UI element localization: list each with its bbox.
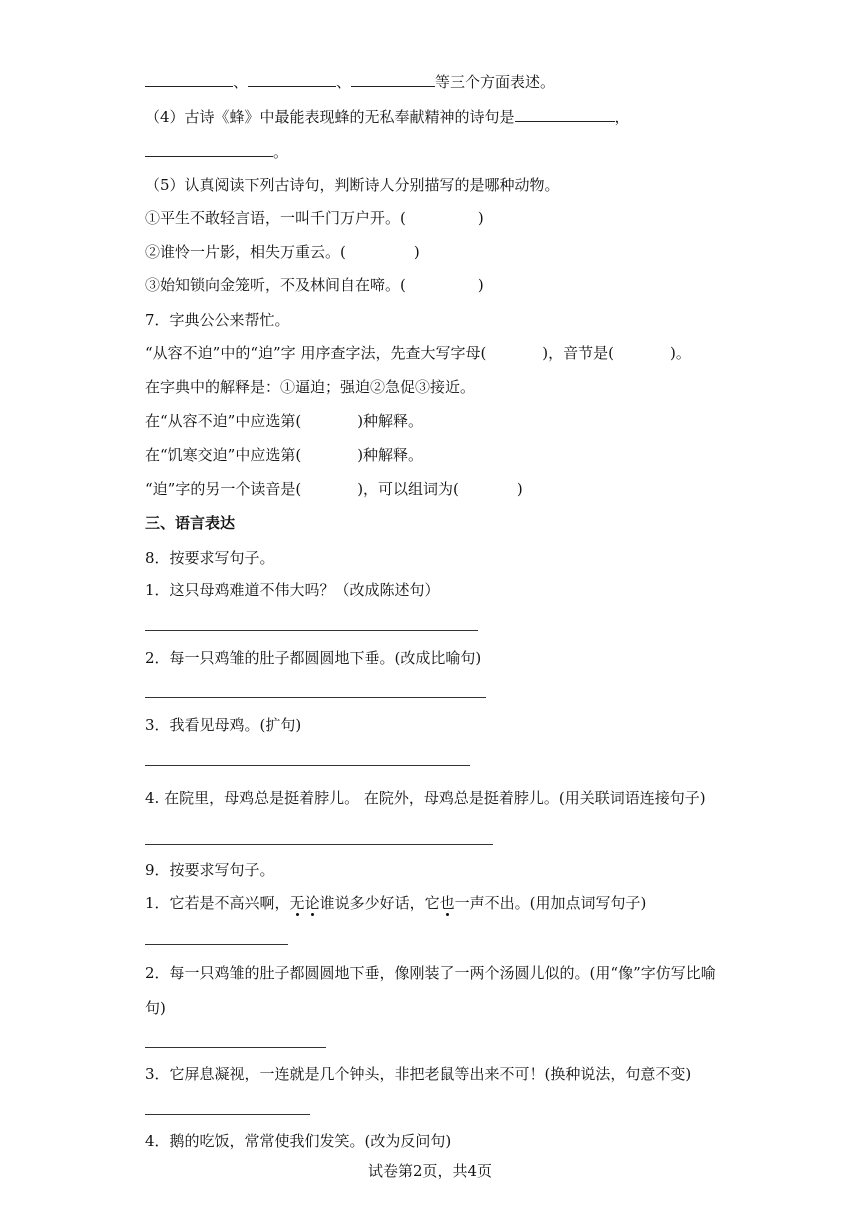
close-paren: ) — [413, 243, 420, 261]
answer-blank[interactable] — [351, 72, 435, 87]
q9-item-2-line2: 句) — [145, 999, 166, 1017]
answer-line[interactable] — [145, 844, 493, 845]
q7-line1-b: )，音节是( — [542, 344, 615, 362]
q7-line4 — [145, 445, 423, 465]
q6-4-line2 — [145, 142, 288, 162]
q8-item-1: 1．这只母鸡难道不伟大吗？（改成陈述句） — [145, 581, 440, 599]
answer-line[interactable] — [145, 1047, 326, 1048]
q9-item-4: 4．鹅的吃饭，常常使我们发笑。(改为反问句) — [145, 1132, 452, 1150]
q8-title: 8．按要求写句子。 — [145, 549, 275, 567]
answer-blank[interactable] — [145, 142, 273, 157]
q6-5-item-3 — [145, 275, 484, 295]
answer-line[interactable] — [145, 630, 478, 631]
answer-blank[interactable] — [515, 107, 615, 122]
q6-4-line — [145, 107, 630, 127]
q6-3-line: 、 、 等三个方面表述。 — [145, 72, 555, 92]
dotted-char: 论 — [304, 894, 320, 912]
q9-1-part3: 一声不出。(用加点词写句子) — [454, 894, 647, 912]
q6-4-text: （4）古诗《蜂》中最能表现蜂的无私奉献精神的诗句是 — [145, 108, 515, 126]
answer-line[interactable] — [145, 1114, 310, 1115]
q6-5-item-2 — [145, 242, 420, 262]
page-footer: 试卷第2页，共4页 — [367, 1162, 493, 1180]
period: 。 — [273, 143, 289, 161]
item-text: ②谁怜一片影，相失万重云。( — [145, 243, 346, 261]
item-text: ①平生不敢轻言语，一叫千门万户开。( — [145, 209, 406, 227]
q7-line1-a: “从容不迫”中的“迫”字 用序查字法，先查大写字母( — [145, 344, 487, 362]
q7-line1-c: )。 — [670, 344, 691, 362]
close-paren: ) — [477, 209, 484, 227]
q9-item-2-line1: 2．每一只鸡雏的肚子都圆圆地下垂，像刚装了一两个汤圆儿似的。(用“像”字仿写比喻 — [145, 964, 716, 982]
q7-line5-b: )，可以组词为( — [357, 480, 459, 498]
q6-3-tail: 等三个方面表述。 — [435, 73, 556, 91]
item-text: ③始知锁向金笼听，不及林间自在啼。( — [145, 276, 406, 294]
q7-line3-b: )种解释。 — [357, 412, 424, 430]
comma: ， — [614, 108, 630, 126]
q6-5-item-1 — [145, 208, 484, 228]
q8-item-2: 2．每一只鸡雏的肚子都圆圆地下垂。(改成比喻句) — [145, 649, 482, 667]
q7-line3 — [145, 411, 423, 431]
q7-line4-a: 在“饥寒交迫”中应选第( — [145, 446, 302, 464]
q7-line5-c: ) — [516, 480, 523, 498]
q7-line5 — [145, 479, 523, 499]
q7-title: 7．字典公公来帮忙。 — [145, 311, 290, 329]
q9-item-3: 3．它屏息凝视，一连就是几个钟头，非把老鼠等出来不可！(换种说法，句意不变) — [145, 1065, 692, 1083]
q9-title: 9．按要求写句子。 — [145, 861, 275, 879]
q9-item-1 — [145, 893, 646, 913]
q8-item-3: 3．我看见母鸡。(扩句) — [145, 716, 302, 734]
q8-item-4: 4. 在院里，母鸡总是挺着脖儿。 在院外，母鸡总是挺着脖儿。(用关联词语连接句子) — [145, 789, 706, 807]
q9-1-part2: 谁说多少好话，它 — [319, 894, 440, 912]
q7-line4-b: )种解释。 — [357, 446, 424, 464]
answer-blank[interactable] — [145, 72, 233, 87]
dotted-char: 也 — [439, 894, 455, 912]
dotted-char: 无 — [289, 894, 305, 912]
answer-line[interactable] — [145, 944, 288, 945]
q7-line2: 在字典中的解释是：①逼迫；强迫②急促③接近。 — [145, 378, 476, 396]
q7-line1 — [145, 343, 691, 363]
answer-line[interactable] — [145, 697, 486, 698]
close-paren: ) — [477, 276, 484, 294]
q6-5-title: （5）认真阅读下列古诗句，判断诗人分别描写的是哪种动物。 — [145, 176, 560, 194]
answer-blank[interactable] — [248, 72, 336, 87]
q7-line5-a: “迫”字的另一个读音是( — [145, 480, 302, 498]
q7-line3-a: 在“从容不迫”中应选第( — [145, 412, 302, 430]
q9-1-part1: 1．它若是不高兴啊， — [145, 894, 290, 912]
answer-line[interactable] — [145, 765, 470, 766]
section-3-title: 三、语言表达 — [145, 514, 236, 532]
